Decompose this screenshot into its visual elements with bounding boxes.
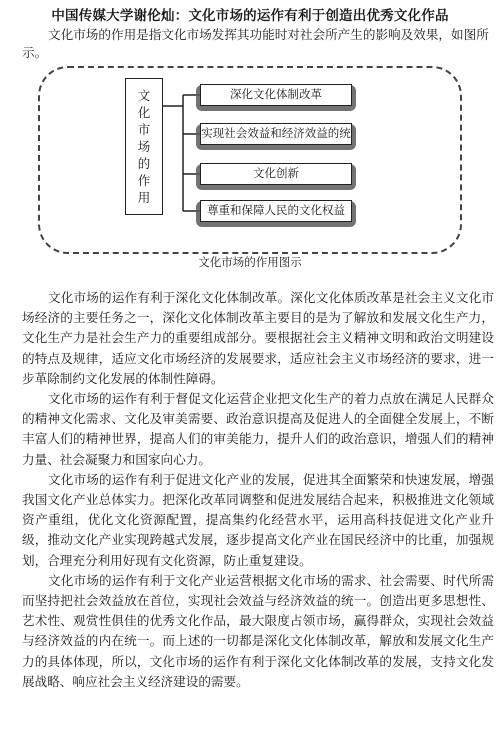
diagram-branch-3: 文化创新 bbox=[200, 163, 352, 185]
diagram-branch-4: 尊重和保障人民的文化权益 bbox=[200, 200, 352, 222]
body-paragraph: 文化市场的运作有利于深化文化体制改革。深化文化体质改革是社会主义文化市场经济的主要任务之一，深化文化体制改革主要目的是为了解放和发展文化生产力，文化生产力是社会生产力的重要组成部分。要根据社会主义精神文明和政治文明建设的特点及规律，适应文化市场经济的发展要求，适应社会主义市场经济的要求，进一步革除制约文化发展的体制性障碍。 bbox=[22, 290, 494, 386]
diagram-caption: 文化市场的作用图示 bbox=[198, 255, 302, 269]
article-title: 中国传媒大学谢伦灿：文化市场的运作有利于创造出优秀文化作品 bbox=[51, 8, 449, 24]
article-body bbox=[22, 288, 494, 692]
body-paragraph: 文化市场的运作有利于督促文化运营企业把文化生产的着力点放在满足人民群众的精神文化需求、文化及审美需要、政治意识提高及促进人的全面健全发展上，不断丰富人们的精神世界，提高人们的审美能力，提升人们的政治意识，增强人们的精神力量、社会凝聚力和国家向心力。 bbox=[22, 391, 494, 467]
diagram-branch-2: 实现社会效益和经济效益的统 bbox=[200, 123, 352, 145]
body-paragraph: 文化市场的运作有利于文化产业运营根据文化市场的需求、社会需要、时代所需而坚持把社会效益放在首位，实现社会效益与经济效益的统一。创造出更多思想性、艺术性、观赏性俱佳的优秀文化作品，最大限度占领市场，赢得群众，实现社会效益与经济效益的内在统一。而上述的一切都是深化文化体制改革，解放和发展文化生产力的具体体现，所以，文化市场的运作有利于深化文化体制改革的发展，支持文化发展战略、响应社会主义经济建设的需要。 bbox=[22, 572, 494, 689]
intro-paragraph: 文化市场的作用是指文化市场发挥其功能时对社会所产生的影响及效果，如图所示。 bbox=[22, 27, 489, 60]
diagram-center-label: 文化市场的作用 bbox=[137, 88, 151, 205]
diagram-branch-1: 深化文化体制改革 bbox=[200, 84, 352, 106]
body-paragraph: 文化市场的运作有利于促进文化产业的发展，促进其全面繁荣和快速发展，增强我国文化产业总体实力。把深化改革同调整和促进发展结合起来，积极推进文化领域资产重组，优化文化资源配置，提高集约化经营水平，运用高科技促进文化产业升级，推动文化产业实现跨越式发展，逐步提高文化产业在国民经济中的比重，加强规划，合理充分利用好现有文化资源，防止重复建设。 bbox=[22, 471, 494, 568]
